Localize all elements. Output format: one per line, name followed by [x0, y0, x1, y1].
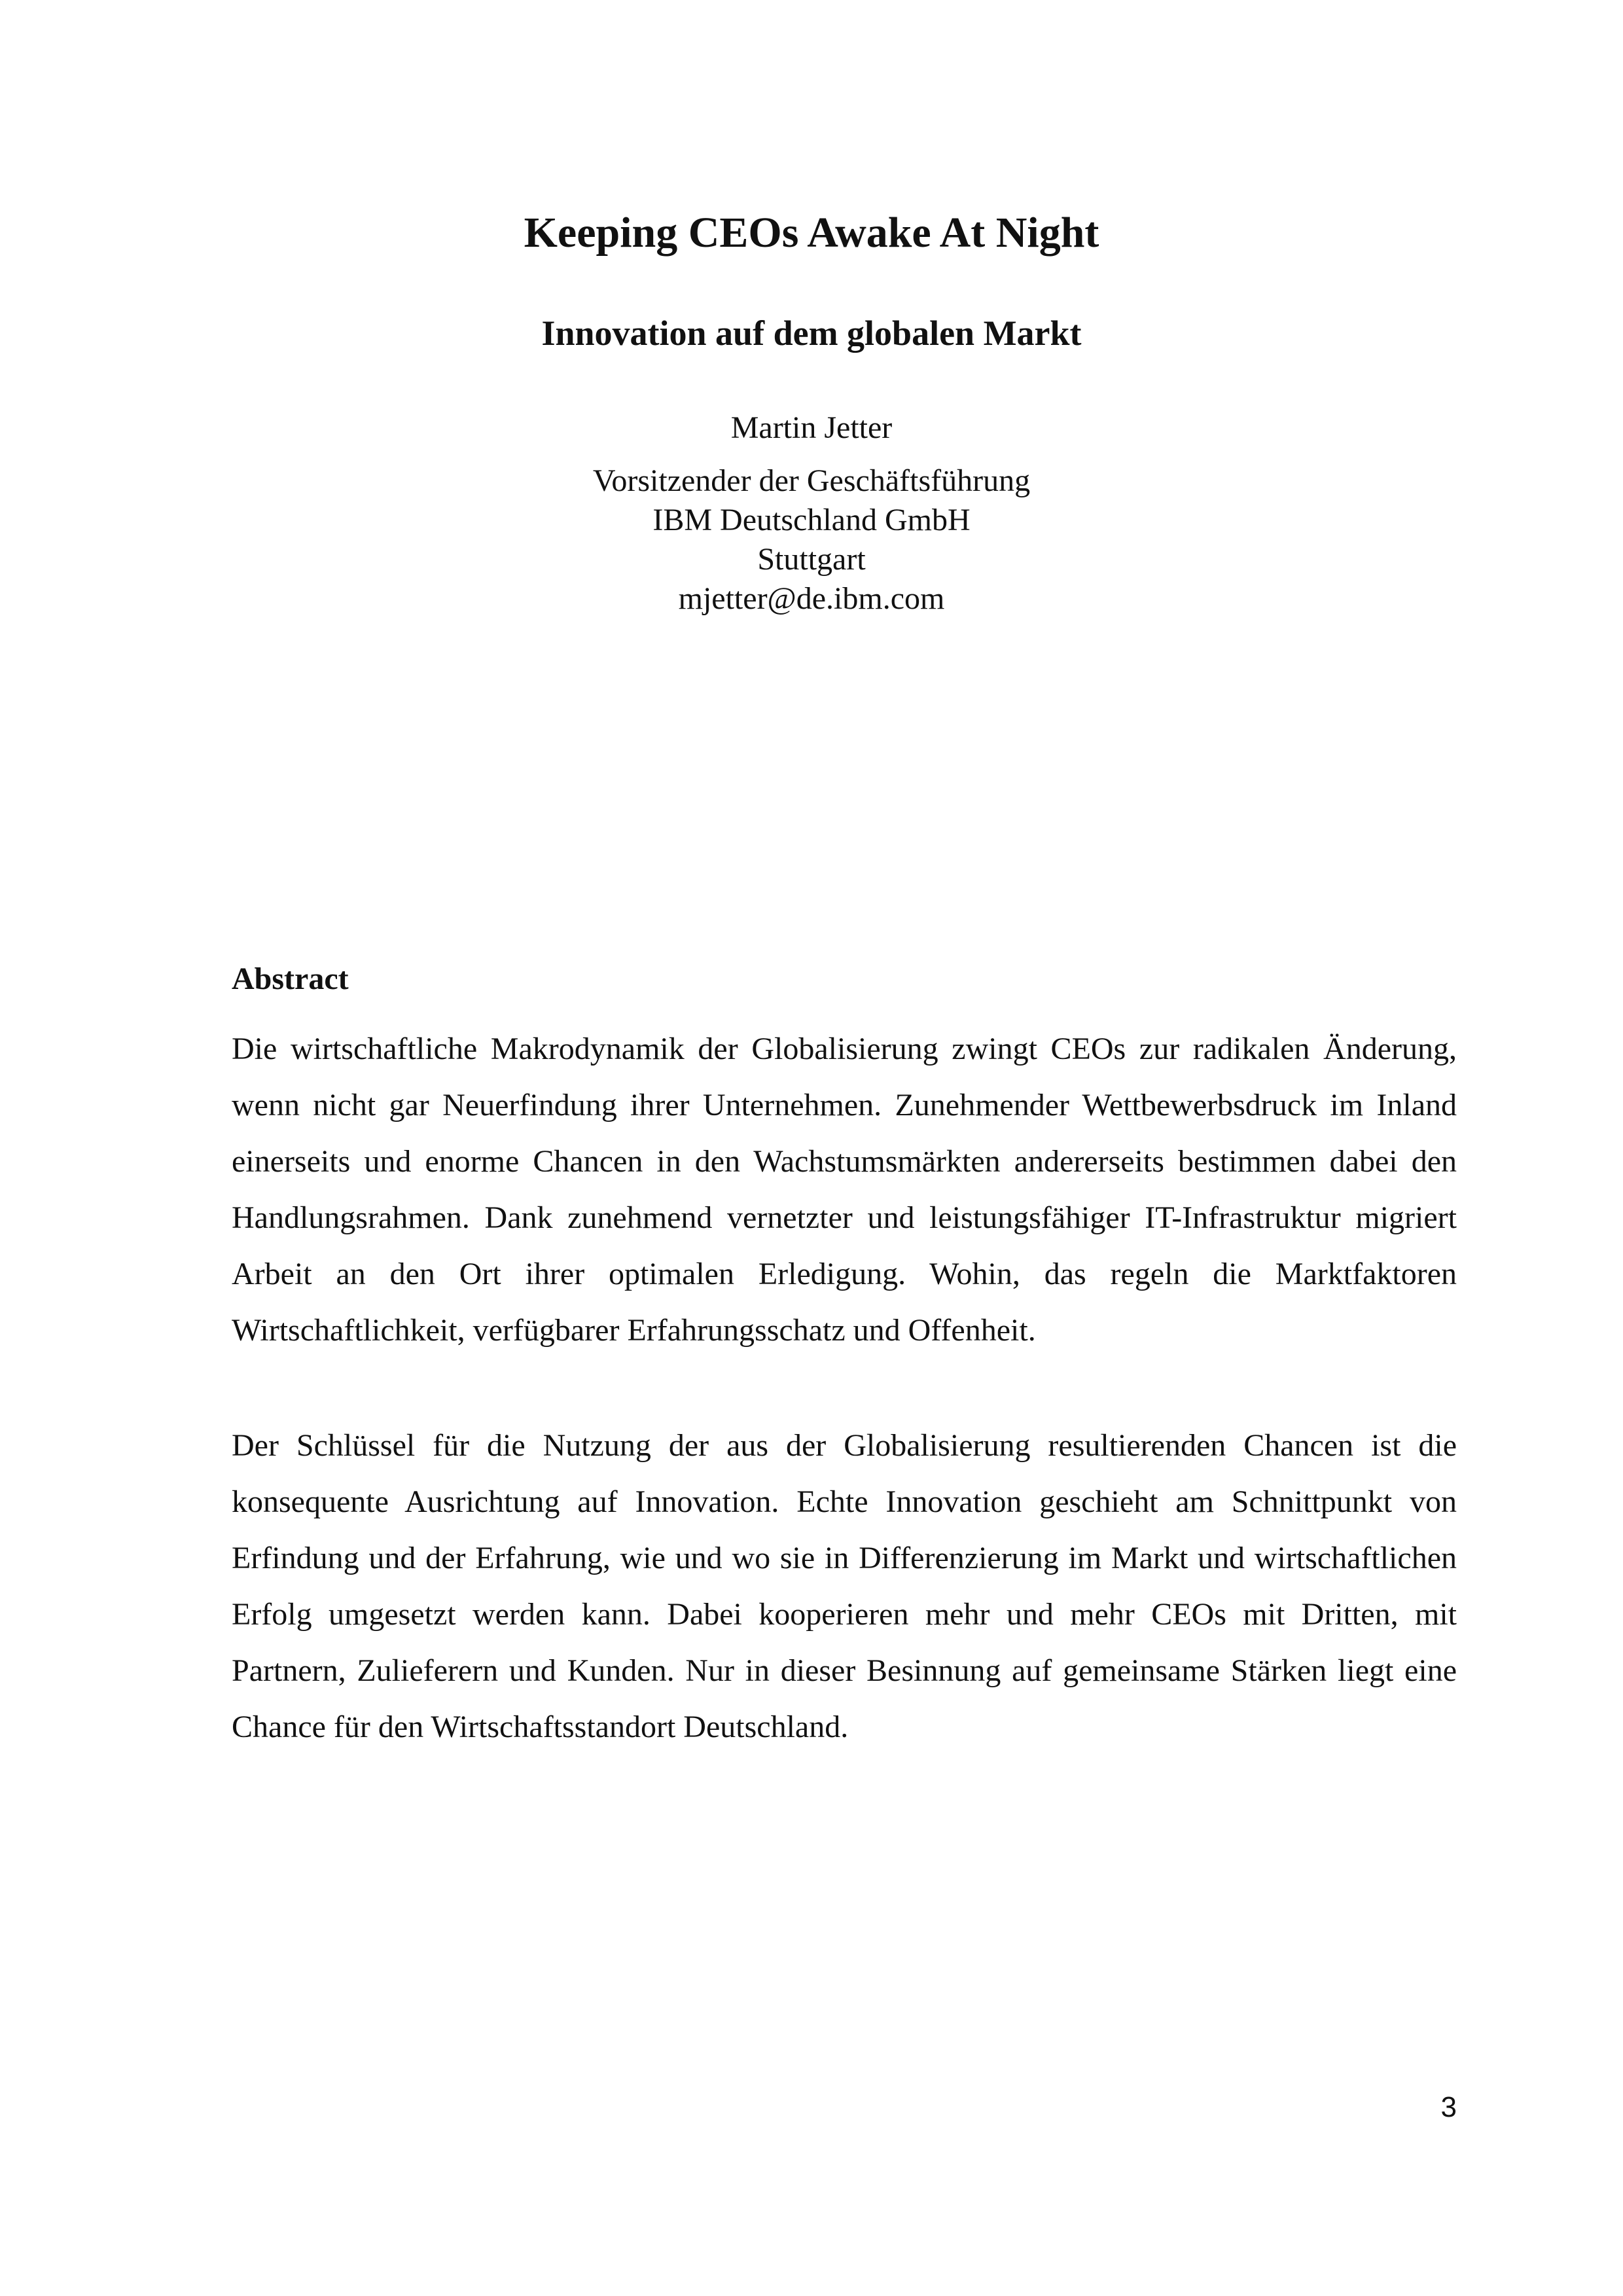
paper-subtitle: Innovation auf dem globalen Markt: [541, 314, 1082, 353]
author-email[interactable]: mjetter@de.ibm.com: [678, 581, 945, 616]
paper-title: Keeping CEOs Awake At Night: [524, 209, 1099, 257]
author-position: Vorsitzender der Geschäftsführung: [592, 463, 1031, 498]
page-number: 3: [1440, 2091, 1457, 2123]
abstract-paragraph: Die wirtschaftliche Makrodynamik der Globalisierung zwingt CEOs zur radikalen Änderung, wenn nicht gar Neuerfindung ihrer Unternehmen. Zunehmender Wettbewerbsdruck im Inland einerseits und enorme Chancen in den Wachstumsmärkten andererseits bestimmen dabei den Handlungsrahmen. Dank zunehmend vernetzter und leistungsfähiger IT-Infrastruktur migriert Arbeit an den Ort ihrer optimalen Erledigung. Wohin, das regeln die Marktfaktoren Wirtschaftlichkeit, verfügbarer Erfahrungsschatz und Offenheit.: [232, 1031, 1457, 1348]
author-organization: IBM Deutschland GmbH: [652, 503, 971, 537]
author-city: Stuttgart: [757, 542, 866, 577]
author-name: Martin Jetter: [730, 410, 893, 445]
author-block: [0, 408, 1623, 619]
abstract-paragraph: Der Schlüssel für die Nutzung der aus der Globalisierung resultierenden Chancen ist die konsequente Ausrichtung auf Innovation. Echte Innovation geschieht am Schnittpunkt von Erfindung und der Erfahrung, wie und wo sie in Differenzierung im Markt und wirtschaftlichen Erfolg umgesetzt werden kann. Dabei kooperieren mehr und mehr CEOs mit Dritten, mit Partnern, Zulieferern und Kunden. Nur in dieser Besinnung auf gemeinsame Stärken liegt eine Chance für den Wirtschaftsstandort Deutschland.: [232, 1428, 1457, 1744]
abstract-heading: Abstract: [232, 961, 349, 996]
